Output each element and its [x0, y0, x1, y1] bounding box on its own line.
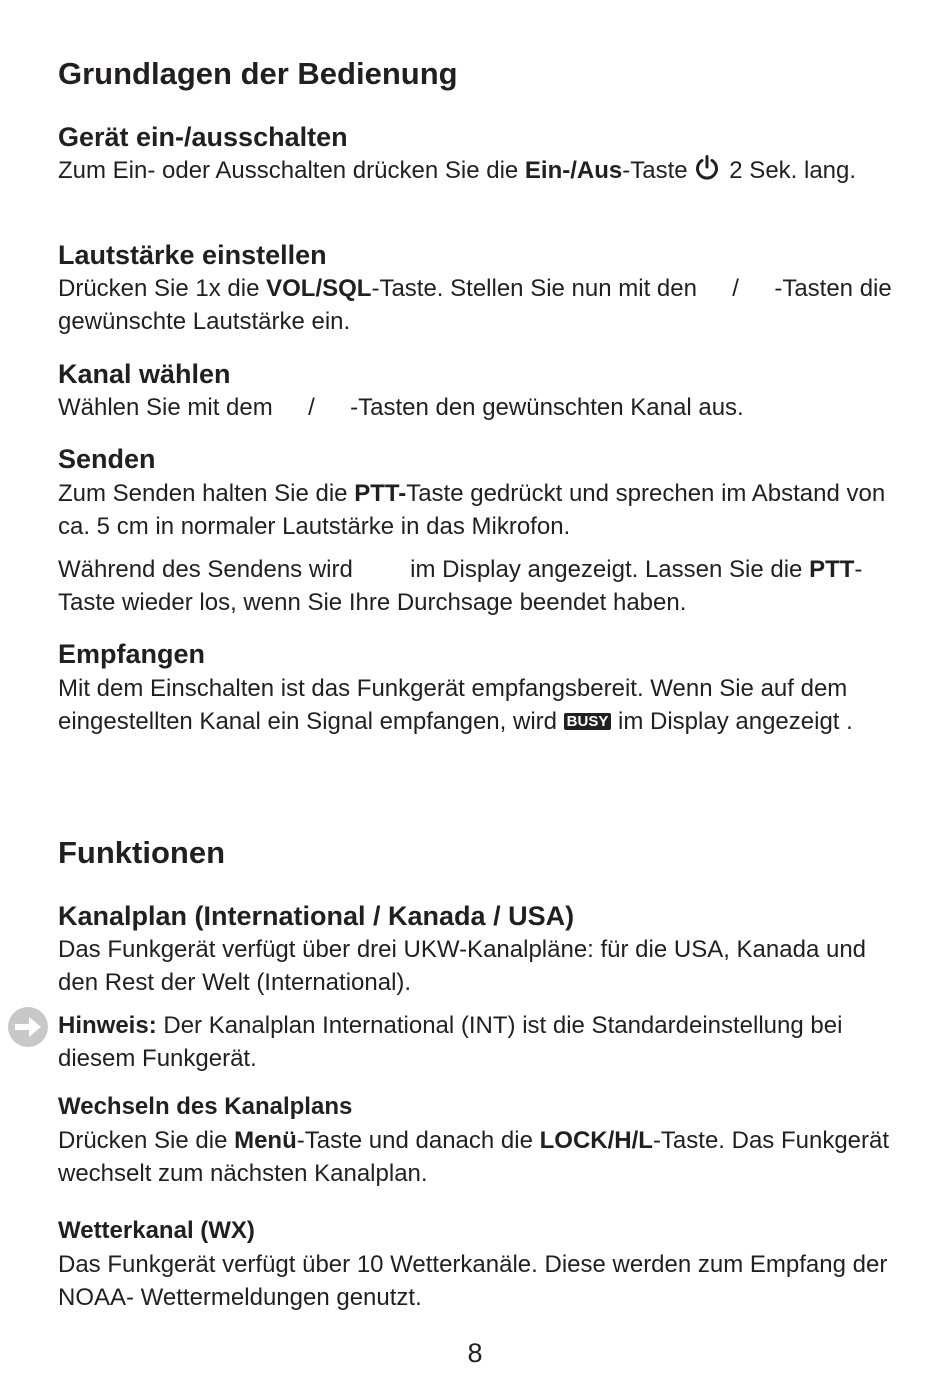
paragraph-receive: Mit dem Einschalten ist das Funkgerät empfangsbereit. Wenn Sie auf dem eingestellten Kanal ein Signal empfangen, wird BUSY im Display angezeigt . — [58, 675, 853, 735]
section-title-basics: Grundlagen der Bedienung — [58, 56, 458, 91]
page-number: 8 — [467, 1338, 483, 1368]
power-icon — [694, 155, 720, 181]
paragraph-weather: Das Funkgerät verfügt über 10 Wetterkanäle. Diese werden zum Empfang der NOAA- Wettermeldungen genutzt. — [58, 1251, 888, 1311]
heading-send: Senden — [58, 444, 156, 474]
hint-label: Hinweis: — [58, 1012, 157, 1039]
heading-receive: Empfangen — [58, 639, 206, 669]
paragraph-channel-plan: Das Funkgerät verfügt über drei UKW-Kanalpläne: für die USA, Kanada und den Rest der Welt (International). — [58, 936, 867, 996]
hint-paragraph: Hinweis: Der Kanalplan International (INT) ist die Standardeinstellung bei diesem Funkgerät. — [58, 1012, 843, 1072]
heading-channel-plan: Kanalplan (International / Kanada / USA) — [58, 901, 575, 931]
paragraph-volume: Drücken Sie 1x die VOL/SQL-Taste. Stellen Sie nun mit den / -Tasten die gewünschte Lautstärke ein. — [58, 275, 892, 335]
paragraph-send-1: Zum Senden halten Sie die PTT-Taste gedrückt und sprechen im Abstand von ca. 5 cm in normaler Lautstärke in das Mikrofon. — [58, 480, 886, 540]
heading-weather: Wetterkanal (WX) — [58, 1217, 255, 1244]
paragraph-send-2: Während des Sendens wird im Display angezeigt. Lassen Sie die PTT-Taste wieder los, wenn Sie Ihre Durchsage beendet haben. — [58, 556, 863, 616]
heading-channel: Kanal wählen — [58, 359, 231, 389]
paragraph-channel: Wählen Sie mit dem / -Tasten den gewünschten Kanal aus. — [58, 394, 744, 421]
heading-volume: Lautstärke einstellen — [58, 240, 327, 270]
busy-indicator-icon: BUSY — [564, 713, 612, 730]
heading-power: Gerät ein-/ausschalten — [58, 122, 348, 152]
up-arrow-icon — [279, 397, 301, 415]
heading-switch-plan: Wechseln des Kanalplans — [58, 1093, 353, 1120]
section-title-functions: Funktionen — [58, 835, 226, 870]
transmit-indicator-icon — [360, 559, 404, 577]
up-arrow-icon — [704, 278, 726, 296]
down-arrow-icon — [321, 397, 343, 415]
arrow-right-circle-icon — [7, 1006, 49, 1048]
paragraph-power: Zum Ein- oder Ausschalten drücken Sie die Ein-/Aus-Taste 2 Sek. lang. — [58, 157, 857, 184]
down-arrow-icon — [746, 278, 768, 296]
paragraph-switch-plan: Drücken Sie die Menü-Taste und danach die LOCK/H/L-Taste. Das Funkgerät wechselt zum nächsten Kanalplan. — [58, 1127, 890, 1187]
